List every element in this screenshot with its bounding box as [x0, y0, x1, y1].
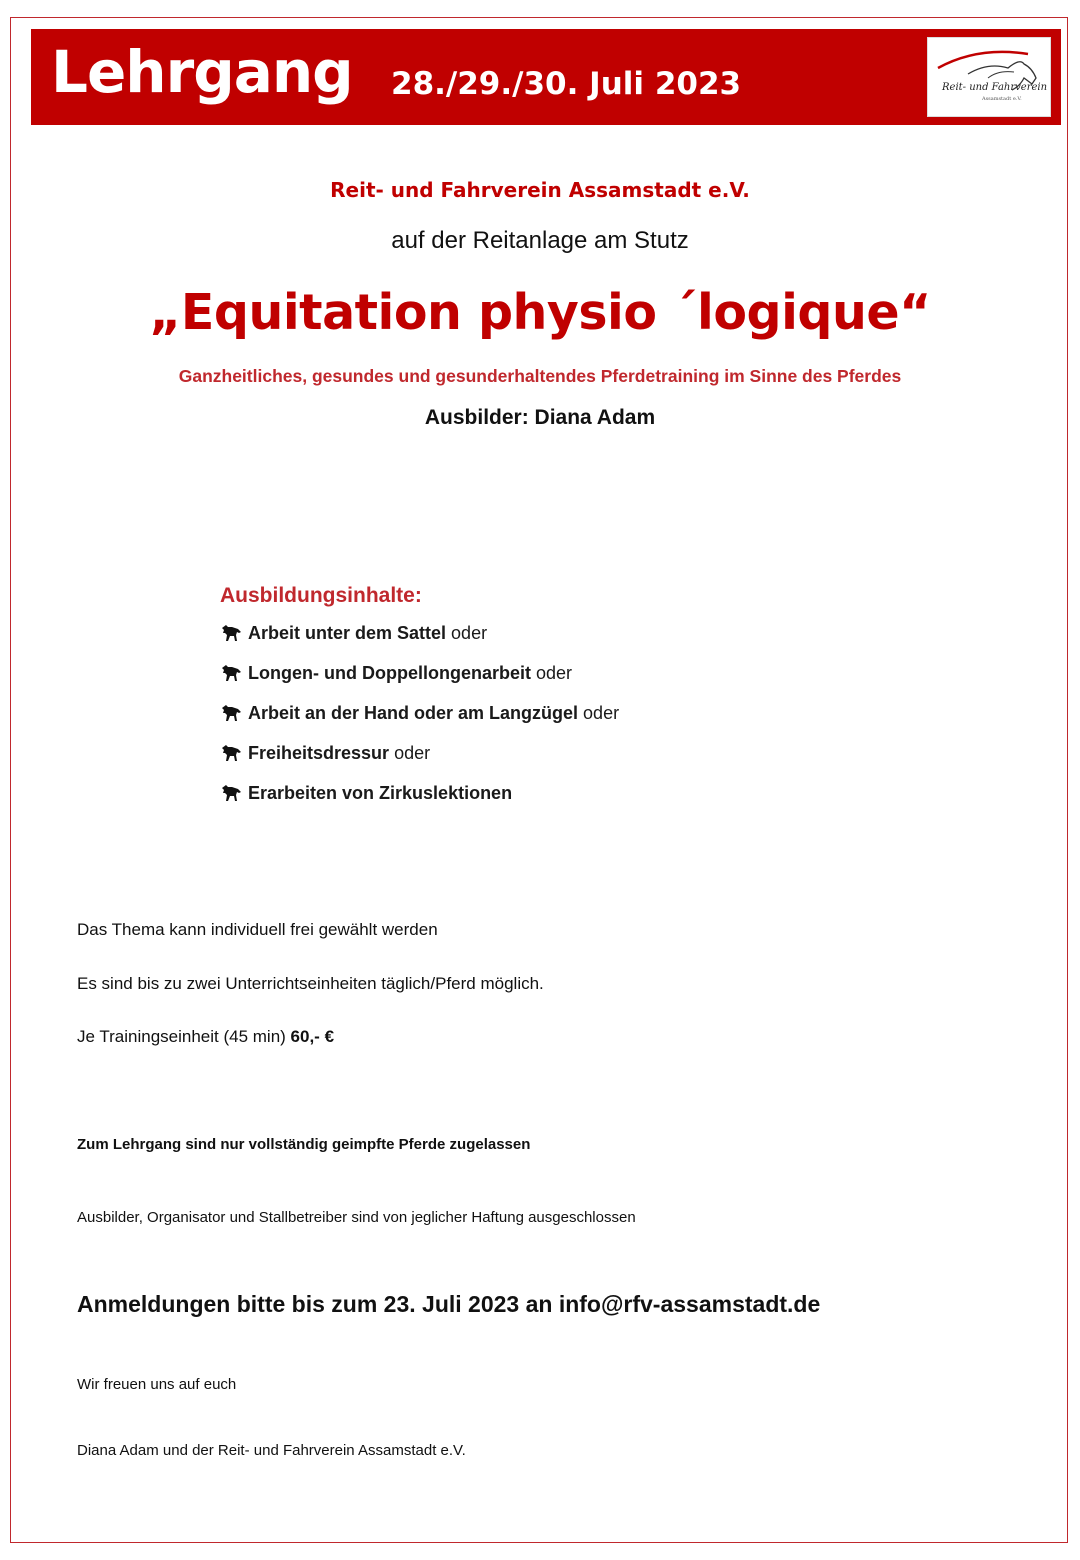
item-label: Arbeit an der Hand oder am Langzügel [248, 703, 579, 723]
instructor: Ausbilder: Diana Adam [424, 406, 656, 429]
header-banner [31, 29, 1061, 125]
price-value: 60,- € [290, 1027, 335, 1046]
liability-note: Ausbilder, Organisator und Stallbetreiber sind von jeglicher Haftung ausgeschlossen [77, 1209, 636, 1226]
training-contents [220, 584, 619, 822]
list-item [220, 662, 619, 702]
horse-head-logo-icon [928, 38, 1052, 118]
vaccination-note: Zum Lehrgang sind nur vollständig geimpfte Pferde zugelassen [77, 1136, 531, 1153]
price-label: Je Trainingseinheit (45 min) [77, 1027, 291, 1046]
list-item [220, 782, 619, 822]
registration-note: Anmeldungen bitte bis zum 23. Juli 2023 an info@rfv-assamstadt.de [77, 1291, 821, 1317]
item-label: Arbeit unter dem Sattel [248, 623, 447, 643]
greeting: Wir freuen uns auf euch [77, 1376, 237, 1393]
signature: Diana Adam und der Reit- und Fahrverein Assamstadt e.V. [77, 1442, 466, 1459]
item-suffix: oder [530, 663, 573, 683]
item-label: Longen- und Doppellongenarbeit [248, 663, 531, 683]
horse-icon [220, 784, 242, 802]
list-item [220, 742, 619, 782]
banner-title: Lehrgang [51, 38, 353, 106]
price-note [77, 1027, 334, 1047]
venue: auf der Reitanlage am Stutz [391, 227, 689, 254]
club-logo [927, 37, 1051, 117]
list-item [220, 622, 619, 662]
item-suffix: oder [578, 703, 620, 723]
club-name: Reit- und Fahrverein Assamstadt e.V. [330, 178, 750, 202]
theme-note: Das Thema kann individuell frei gewählt werden [77, 920, 438, 939]
horse-icon [220, 704, 242, 722]
item-label: Freiheitsdressur [248, 743, 390, 763]
item-suffix: oder [446, 623, 488, 643]
list-item [220, 702, 619, 742]
contents-title: Ausbildungsinhalte: [220, 584, 422, 607]
item-label: Erarbeiten von Zirkuslektionen [248, 783, 513, 803]
course-title: „Equitation physio ´logique“ [149, 284, 931, 341]
horse-icon [220, 624, 242, 642]
item-suffix: oder [389, 743, 431, 763]
logo-text: Reit- und Fahrverein [942, 82, 1048, 93]
logo-subtext: Assamstadt e.V. [982, 96, 1022, 102]
horse-icon [220, 664, 242, 682]
contents-list [220, 622, 619, 822]
units-note: Es sind bis zu zwei Unterrichtseinheiten täglich/Pferd möglich. [77, 974, 544, 993]
banner-date: 28./29./30. Juli 2023 [391, 66, 742, 102]
course-subtitle: Ganzheitliches, gesundes und gesunderhaltendes Pferdetraining im Sinne des Pferdes [178, 366, 902, 386]
horse-icon [220, 744, 242, 762]
